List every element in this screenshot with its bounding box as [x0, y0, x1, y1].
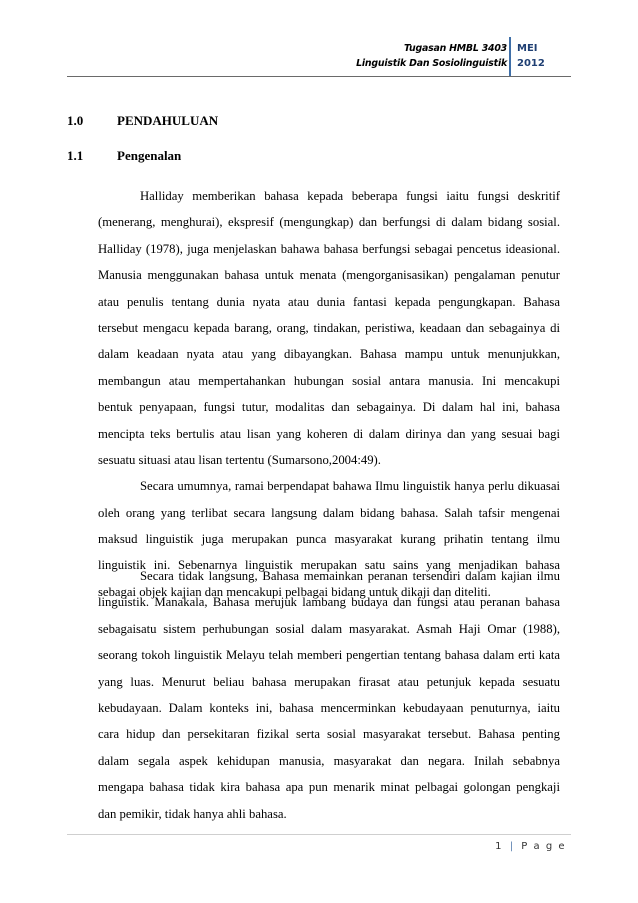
page-footer [495, 841, 566, 852]
text-line: linguistik ini. Sebenarnya linguistik merupakan satu sains yang menjadikan bahasa [98, 558, 560, 573]
section-number-1-0: 1.0 [67, 113, 84, 128]
page-label: P a g e [521, 841, 566, 852]
text-line: sebagaisatu sistem perhubungan sosial dalam masyarakat. Asmah Haji Omar (1988), [98, 621, 560, 636]
header-rule [67, 76, 571, 77]
text-line: seorang tokoh linguistik Melayu telah memberi pengertian tentang bahasa dalam erti kata [98, 648, 560, 663]
text-line: (menerang, menghurai), ekspresif (mengungkap) dan berfungsi di dalam bidang sosial. [98, 215, 560, 230]
text-line: Secara umumnya, ramai berpendapat bahawa Ilmu linguistik hanya perlu dikuasai [140, 479, 560, 494]
section-number-1-1: 1.1 [67, 148, 84, 163]
text-line: bentuk penyapaan, fungsi tutur, modalitas dan sebagainya. Di dalam hal ini, bahasa [98, 400, 560, 415]
text-line: maksud linguistik juga merupakan punca masyarakat kurang prihatin tentang ilmu [98, 532, 560, 547]
text-line: sesuatu situasi atau lisan tertentu (Sumarsono,2004:49). [98, 452, 381, 467]
text-line: atau penulis tentang dunia nyata atau dunia fantasi kepada pengungkapan. Bahasa [98, 294, 560, 309]
paragraph-3 [98, 563, 560, 827]
header-month: MEI [517, 43, 538, 54]
text-line: Halliday memberikan bahasa kepada beberapa fungsi iaitu fungsi deskritif [140, 189, 560, 203]
header-course-info [356, 41, 507, 71]
text-line: dalam keadaan nyata atau yang dibayangkan. Bahasa mampu untuk menunjukkan, [98, 347, 560, 362]
text-line: mengapa bahasa tidak kira bahasa apa pun menarik minat pelbagai golongan pengkaji [98, 780, 560, 795]
text-line: Halliday (1978), juga menjelaskan bahawa bahasa berfungsi sebagai pencetus ideasional. [98, 241, 560, 256]
text-line: yang luas. Menurut beliau bahasa merupakan firasat atau petunjuk kepada sesuatu [98, 674, 560, 689]
footer-rule [67, 834, 571, 835]
section-title-pendahuluan: PENDAHULUAN [117, 113, 219, 128]
text-line: linguistik. Manakala, Bahasa merujuk lambang budaya dan fungsi atau peranan bahasa [98, 595, 560, 610]
text-line: mencipta teks bertulis atau lisan yang koheren di dalam dirinya dan yang sesuai bagi [98, 426, 560, 441]
text-line: cara hidup dan persekitaran fizikal serta sosial masyarakat tersebut. Bahasa penting [98, 727, 560, 742]
header-year: 2012 [517, 58, 545, 69]
header-date [517, 41, 545, 71]
text-line: kebudayaan. Dalam konteks ini, bahasa mencerminkan kebudayaan penuturnya, iaitu [98, 700, 560, 715]
text-line: Secara tidak langsung, Bahasa memainkan peranan tersendiri dalam kajian ilmu [140, 569, 560, 583]
header-course-name: Linguistik Dan Sosiolinguistik [356, 58, 507, 69]
text-line: dan pemikir, tidak hanya ahli bahasa. [98, 806, 287, 821]
text-line: tersebut mengacu kepada barang, orang, tindakan, peristiwa, keadaan dan sebagainya di [98, 320, 560, 335]
page-number: 1 [495, 841, 504, 852]
text-line: membangun atau mempertahankan hubungan sosial antara manusia. Ini mencakupi [98, 373, 560, 388]
text-line: Manusia menggunakan bahasa untuk menata (mengorganisasikan) pengalaman penutur [98, 268, 560, 283]
text-line: oleh orang yang terlibat secara langsung dalam bidang bahasa. Salah tafsir mengenai [98, 505, 560, 520]
header-course-code: Tugasan HMBL 3403 [404, 43, 507, 54]
header-divider [509, 37, 511, 77]
text-line: sebagai objek kajian dan mencakupi pelbagai bidang untuk dikaji dan diteliti. [98, 584, 491, 599]
section-title-pengenalan: Pengenalan [117, 148, 182, 163]
paragraph-1 [98, 183, 560, 605]
text-line: dalam segala aspek kehidupan manusia, masyarakat dan negara. Inilah sebabnya [98, 753, 560, 768]
page-separator: | [509, 841, 515, 852]
